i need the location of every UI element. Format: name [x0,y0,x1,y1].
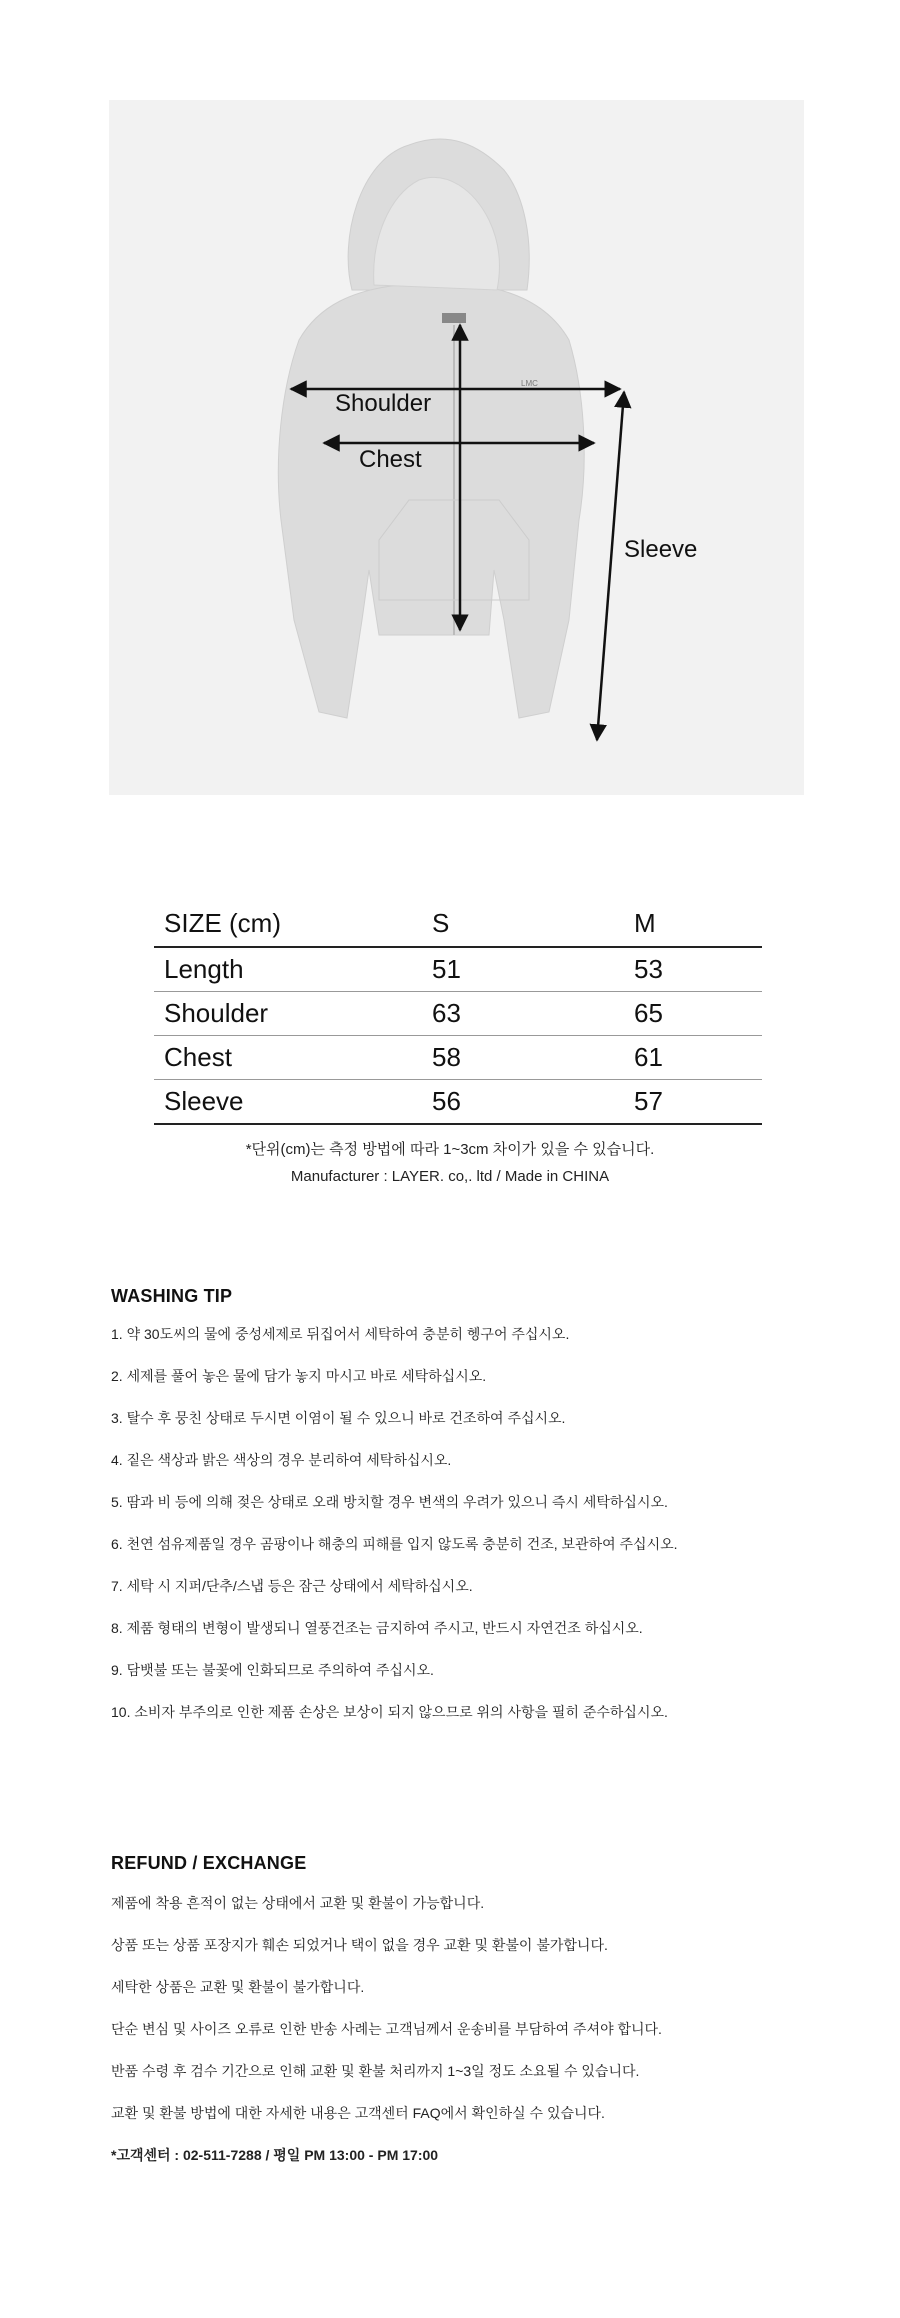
unit-note: *단위(cm)는 측정 방법에 따라 1~3cm 차이가 있을 수 있습니다. [245,1141,655,1158]
body-shape [278,285,584,718]
sleeve-arrow [597,392,624,740]
size-table-header [154,900,762,947]
row-value-m: 53 [634,954,663,984]
washing-tip-list [111,1324,678,1744]
row-value-s: 56 [432,1086,461,1116]
row-label: Length [164,954,244,984]
list-item: 제품에 착용 흔적이 없는 상태에서 교환 및 환불이 가능합니다. [111,1895,485,1911]
manufacturer-note: Manufacturer : LAYER. co,. ltd / Made in CHINA [290,1168,610,1185]
washing-tip-title: WASHING TIP [111,1286,233,1306]
list-item: 9. 담뱃불 또는 불꽃에 인화되므로 주의하여 주십시오. [111,1662,434,1678]
list-item: 2. 세제를 풀어 놓은 물에 담가 놓지 마시고 바로 세탁하십시오. [111,1368,487,1384]
list-item: 5. 땀과 비 등에 의해 젖은 상태로 오래 방치할 경우 변색의 우려가 있으니 즉시 세탁하십시오. [111,1494,668,1510]
list-item: 단순 변심 및 사이즈 오류로 인한 반송 사례는 고객님께서 운송비를 부담하여 주셔야 합니다. [111,2021,662,2037]
list-item: 3. 탈수 후 뭉친 상태로 두시면 이염이 될 수 있으니 바로 건조하여 주십시오. [111,1410,566,1426]
hoodie-diagram [109,100,804,795]
table-row [154,992,762,1036]
list-item: 상품 또는 상품 포장지가 훼손 되었거나 택이 없을 경우 교환 및 환불이 불가합니다. [111,1937,608,1953]
row-value-s: 63 [432,998,461,1028]
chest-logo: LMC [521,379,538,388]
list-item: 8. 제품 형태의 변형이 발생되니 열풍건조는 금지하여 주시고, 반드시 자연건조 하십시오. [111,1620,643,1636]
row-value-m: 65 [634,998,663,1028]
row-label: Chest [164,1042,232,1072]
row-value-s: 58 [432,1042,461,1072]
table-row [154,947,762,992]
list-item: 7. 세탁 시 지퍼/단추/스냅 등은 잠근 상태에서 세탁하십시오. [111,1578,473,1594]
list-item: 교환 및 환불 방법에 대한 자세한 내용은 고객센터 FAQ에서 확인하실 수 있습니다. [111,2105,605,2121]
product-illustration [109,100,804,795]
row-value-m: 61 [634,1042,663,1072]
list-item: 4. 짙은 색상과 밝은 색상의 경우 분리하여 세탁하십시오. [111,1452,452,1468]
sleeve-label: Sleeve [624,536,698,563]
row-label: Sleeve [164,1086,244,1116]
list-item: 6. 천연 섬유제품일 경우 곰팡이나 해충의 피해를 입지 않도록 충분히 건조, 보관하여 주십시오. [111,1536,678,1552]
list-item: 반품 수령 후 검수 기간으로 인해 교환 및 환불 처리까지 1~3일 정도 소요될 수 있습니다. [111,2063,640,2079]
header-size-cm: SIZE (cm) [164,907,281,938]
table-row [154,1080,762,1125]
logo-patch [442,313,466,323]
list-item: 세탁한 상품은 교환 및 환불이 불가합니다. [111,1979,365,1995]
chest-label: Chest [359,446,422,473]
customer-center-contact: *고객센터 : 02-511-7288 / 평일 PM 13:00 - PM 17:00 [111,2147,439,2163]
header-size-s: S [432,907,450,938]
refund-title: REFUND / EXCHANGE [111,1853,307,1873]
row-value-s: 51 [432,954,461,984]
list-item: 10. 소비자 부주의로 인한 제품 손상은 보상이 되지 않으므로 위의 사항을 필히 준수하십시오. [111,1704,668,1720]
list-item: 1. 약 30도씨의 물에 중성세제로 뒤집어서 세탁하여 충분히 헹구어 주십시오. [111,1326,570,1342]
row-value-m: 57 [634,1086,663,1116]
table-row [154,1036,762,1080]
shoulder-label: Shoulder [335,390,432,417]
row-label: Shoulder [164,998,269,1028]
size-table [154,900,762,1125]
refund-list [111,1893,662,2187]
header-size-m: M [634,907,656,938]
